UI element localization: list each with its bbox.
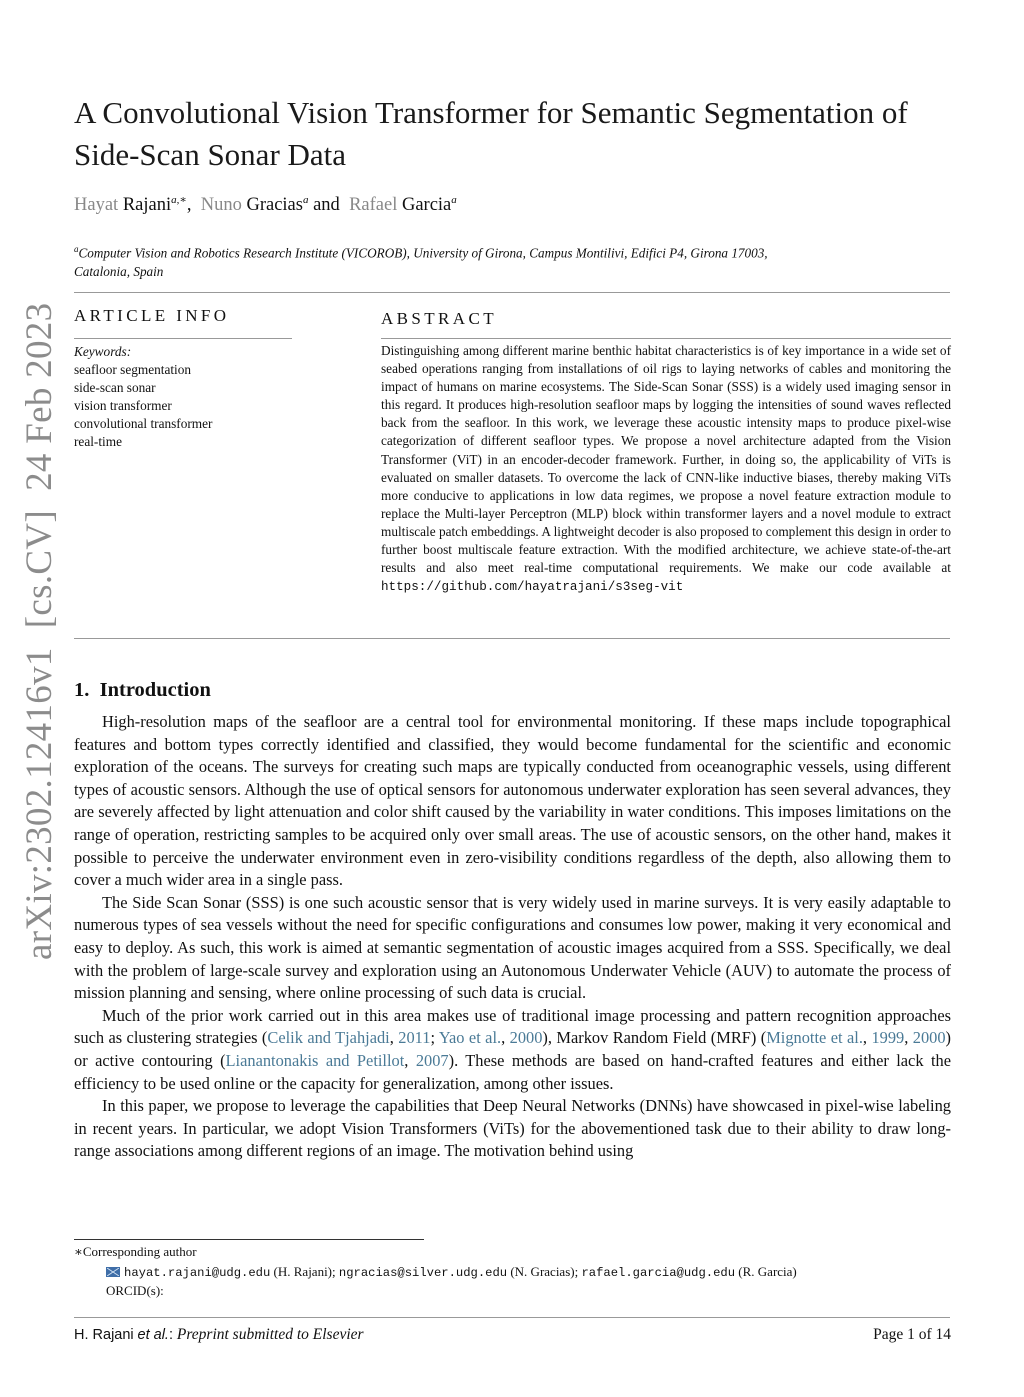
affiliation-text: Computer Vision and Robotics Research Institute (VICOROB), University of Girona, Campus Montilivi, Edifici P4, Girona 17003, Catalonia, Spain: [74, 245, 768, 280]
citation-link[interactable]: 1999: [871, 1028, 905, 1048]
author-list: [74, 193, 457, 216]
keywords-label: Keywords:: [74, 344, 132, 359]
keyword: vision transformer: [74, 398, 172, 413]
text-run: ,: [404, 1050, 416, 1070]
text-run: ;: [430, 1028, 439, 1048]
divider: [74, 338, 292, 339]
footer-journal: Preprint submitted to Elsevier: [176, 1326, 364, 1343]
divider: [381, 338, 951, 339]
abstract-body: Distinguishing among different marine benthic habitat characteristics is of key importance in a wide set of seabed operations ranging from installations of oil rigs to laying networks of cables and monitoring the impact of humans on marine ecosystems. The Side-Scan Sonar (SSS) is a widely used imaging sensor in this regard. It produces high-resolution seafloor maps by logging the intensities of sound waves reflected back from the seafloor. In this work, we leverage these acoustic intensity maps to produce pixel-wise categorization of different seafloor types. We propose a novel architecture adapted from the Vision Transformer (ViT) in an encoder-decoder framework. Further, in doing so, the applicability of ViTs is evaluated on smaller datasets. To overcome the lack of CNN-like inductive biases, thereby making ViTs more conducive to applications in low data regimes, we propose a novel feature extraction module to replace the Multi-layer Perceptron (MLP) block within transformer layers and a novel module to extract multiscale patch embeddings. A lightweight decoder is also proposed to complement this design in order to further boost multiscale feature extraction. With the modified architecture, we achieve state-of-the-art results and also meet real-time computational requirements. We make our code available at: [381, 343, 951, 576]
code-link[interactable]: https://github.com/hayatrajani/s3seg-vit: [381, 580, 684, 595]
author-given-name: Hayat: [74, 195, 119, 216]
divider: [74, 638, 950, 639]
orcid-line: ORCID(s):: [106, 1283, 164, 1298]
citation-link[interactable]: 2000: [912, 1028, 946, 1048]
footer-divider: [74, 1317, 950, 1318]
affiliation: [74, 240, 774, 281]
email-owner: (N. Gracias);: [510, 1264, 579, 1279]
paragraph: High-resolution maps of the seafloor are a central tool for environmental monitoring. If these maps include topographical features and bottom types correctly identified and classified, they would become fundamental for the scientific and economic exploration of the oceans. The surveys for creating such maps are typically conducted from oceanographic vessels, using different types of acoustic sensors. Although the use of optical sensors for autonomous underwater exploration has seen several advances, they are severely affected by light attenuation and color shift caused by the variability in water conditions. This imposes limitations on the range of operation, restricting samples to be acquired only over small areas. The use of acoustic sensors, on the other hand, makes it possible to perceive the underwater environment even in zero-visibility conditions regardless of the depth, also allowing them to cover a much wider area in a single pass.: [74, 712, 951, 890]
author-family-name: Garcia: [401, 195, 452, 216]
intro-body: [74, 711, 951, 1163]
page-number: Page 1 of 14: [873, 1326, 951, 1343]
email-link[interactable]: rafael.garcia@udg.edu: [581, 1266, 736, 1280]
abstract-heading: ABSTRACT: [381, 309, 497, 328]
citation-link[interactable]: 2000: [509, 1028, 543, 1048]
author-and: and: [313, 195, 340, 216]
email-line: [106, 1264, 797, 1280]
email-icon: [106, 1267, 120, 1277]
citation-link[interactable]: Yao et al.: [438, 1028, 502, 1048]
email-owner: (R. Garcia): [738, 1264, 797, 1279]
email-link[interactable]: ngracias@silver.udg.edu: [338, 1266, 508, 1280]
citation-link[interactable]: Lianantonakis and Petillot: [225, 1050, 405, 1070]
affiliation-sup: a: [74, 244, 79, 254]
text-run: ). These methods are based on hand-crafted features and either lack the efficiency to be used online or the capacity for generalization, among other issues.: [74, 1050, 951, 1093]
article-info-heading: ARTICLE INFO: [74, 306, 230, 325]
keyword: convolutional transformer: [74, 416, 213, 431]
author-family-name: Gracias: [246, 195, 303, 216]
paragraph: The Side Scan Sonar (SSS) is one such acoustic sensor that is very widely used in marine surveys. It is very easily adaptable to numerous types of sea vessels without the need for specific configurations and consumes low power, making it very economical and easy to deploy. As such, this work is aimed at semantic segmentation of acoustic images acquired from a SSS. Specifically, we deal with the problem of large-scale survey and exploration using an Autonomous Underwater Vehicle (AUV) to automate the process of mission planning and sensing, where online processing of such data is crucial.: [74, 892, 951, 1003]
text-run: Much of the prior work carried out in this area makes use of traditional image processing and pattern recognition approaches such as clustering strategies (: [74, 1005, 951, 1048]
text-run: ,: [501, 1028, 510, 1048]
email-link[interactable]: hayat.rajani@udg.edu: [124, 1266, 271, 1280]
citation-link[interactable]: 2011: [398, 1028, 431, 1048]
footer-author: H. Rajani: [74, 1327, 134, 1343]
footnote-divider: [74, 1239, 424, 1240]
citation-link[interactable]: Celik and Tjahjadi: [267, 1028, 390, 1048]
paper-title: A Convolutional Vision Transformer for Semantic Segmentation of Side-Scan Sonar Data: [74, 95, 908, 172]
text-run: ) or active contouring (: [74, 1028, 952, 1070]
footer-citation: [74, 1326, 364, 1344]
email-owner: (H. Rajani);: [273, 1264, 336, 1279]
text-run: ), Markov Random Field (MRF) (: [542, 1028, 767, 1048]
author-affil-sup: a: [302, 194, 309, 206]
keyword: seafloor segmentation: [74, 362, 192, 377]
arxiv-stamp: arXiv:2302.12416v1 [cs.CV] 24 Feb 2023: [19, 302, 60, 960]
paragraph: In this paper, we propose to leverage the capabilities that Deep Neural Networks (DNNs) have showcased in pixel-wise labeling in recent years. In particular, we adopt Vision Transformers (ViTs) for the abovementioned task due to their ability to draw long-range associations among different regions of an image. The motivation behind using: [74, 1096, 951, 1161]
author-given-name: Rafael: [349, 195, 398, 216]
text-run: ,: [862, 1028, 872, 1048]
citation-link[interactable]: 2007: [415, 1050, 449, 1070]
text-run: ,: [904, 1028, 913, 1048]
author-separator: ,: [186, 195, 192, 216]
author-affil-sup: a: [451, 194, 457, 206]
corresponding-author-note: ∗Corresponding author: [74, 1244, 197, 1259]
author-affil-sup: a,∗: [171, 194, 187, 206]
footer-etal: et al.: [137, 1327, 169, 1343]
divider: [74, 292, 950, 293]
author-family-name: Rajani: [122, 195, 172, 216]
footer-colon: :: [168, 1327, 173, 1343]
section-heading: 1. Introduction: [74, 679, 211, 701]
keywords-block: [74, 343, 294, 451]
author-given-name: Nuno: [200, 195, 242, 216]
keyword: real-time: [74, 434, 122, 449]
citation-link[interactable]: Mignotte et al.: [766, 1028, 863, 1048]
keyword: side-scan sonar: [74, 380, 156, 395]
text-run: ,: [389, 1028, 399, 1048]
paragraph: [74, 1005, 951, 1095]
abstract-text: [381, 342, 951, 596]
